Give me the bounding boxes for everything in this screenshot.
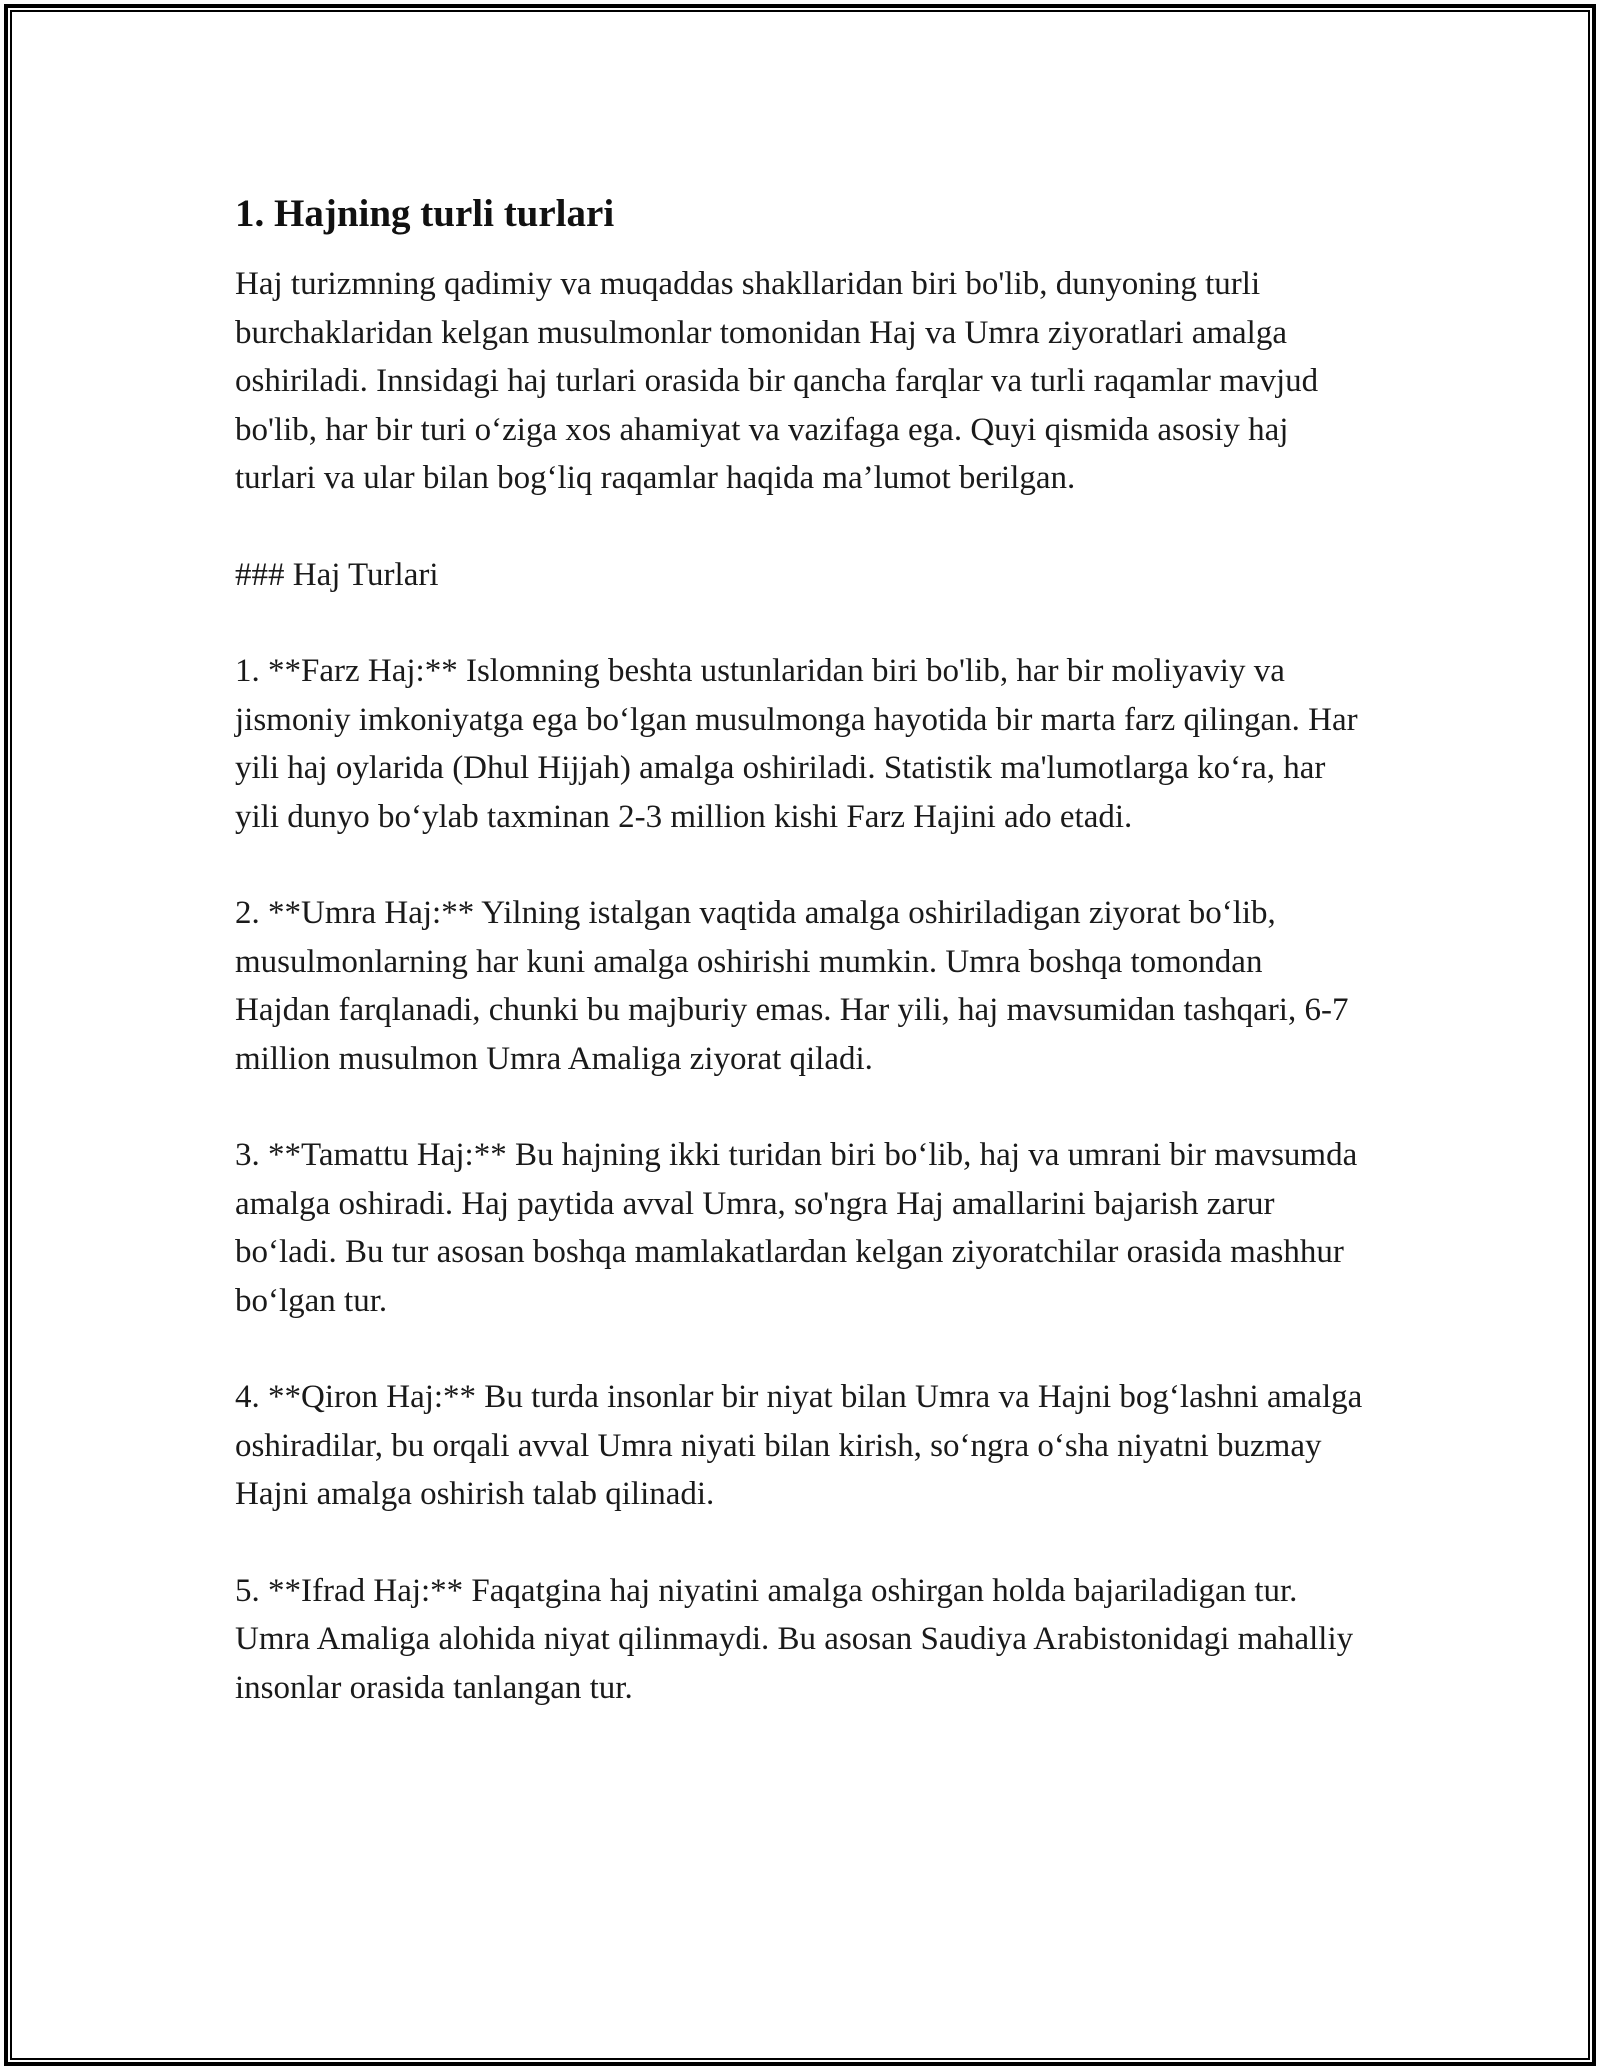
section-subheading: ### Haj Turlari	[235, 556, 439, 593]
list-item-farz-haj: 1. **Farz Haj:** Islomning beshta ustunlaridan biri bo'lib, har bir moliyaviy va jismoniy imkoniyatga ega bo‘lgan musulmonga hayotida bir marta farz qilingan. Har yili haj oylarida (Dhul Hijjah) amalga oshiriladi. Statistik ma'lumotlarga ko‘ra, har yili dunyo bo‘ylab taxminan 2-3 million kishi Farz Hajini ado etadi.	[235, 653, 1358, 835]
intro-paragraph: Haj turizmning qadimiy va muqaddas shakllaridan biri bo'lib, dunyoning turli burchaklaridan kelgan musulmonlar tomonidan Haj va Umra ziyoratlari amalga oshiriladi. Innsidagi haj turlari orasida bir qancha farqlar va turli raqamlar mavjud bo'lib, har bir turi o‘ziga xos ahamiyat va vazifaga ega. Quyi qismida asosiy haj turlari va ular bilan bog‘liq raqamlar haqida ma’lumot berilgan.	[235, 266, 1319, 496]
list-item-tamattu-haj: 3. **Tamattu Haj:** Bu hajning ikki turidan biri bo‘lib, haj va umrani bir mavsumda amalga oshiradi. Haj paytida avval Umra, so'ngra Haj amallarini bajarish zarur bo‘ladi. Bu tur asosan boshqa mamlakatlardan kelgan ziyoratchilar orasida mashhur bo‘lgan tur.	[235, 1137, 1358, 1319]
document-body	[235, 180, 1365, 1760]
list-item-qiron-haj: 4. **Qiron Haj:** Bu turda insonlar bir niyat bilan Umra va Hajni bog‘lashni amalga oshiradilar, bu orqali avval Umra niyati bilan kirish, so‘ngra o‘sha niyatni buzmay Hajni amalga oshirish talab qilinadi.	[235, 1379, 1363, 1512]
list-item-ifrad-haj: 5. **Ifrad Haj:** Faqatgina haj niyatini amalga oshirgan holda bajariladigan tur. Umra Amaliga alohida niyat qilinmaydi. Bu asosan Saudiya Arabistonidagi mahalliy insonlar orasida tanlangan tur.	[235, 1572, 1354, 1706]
list-item-umra-haj: 2. **Umra Haj:** Yilning istalgan vaqtida amalga oshiriladigan ziyorat bo‘lib, musulmonlarning har kuni amalga oshirishi mumkin. Umra boshqa tomondan Hajdan farqlanadi, chunki bu majburiy emas. Har yili, haj mavsumidan tashqari, 6-7 million musulmon Umra Amaliga ziyorat qiladi.	[235, 895, 1349, 1077]
page-title: 1. Hajning turli turlari	[235, 192, 615, 235]
